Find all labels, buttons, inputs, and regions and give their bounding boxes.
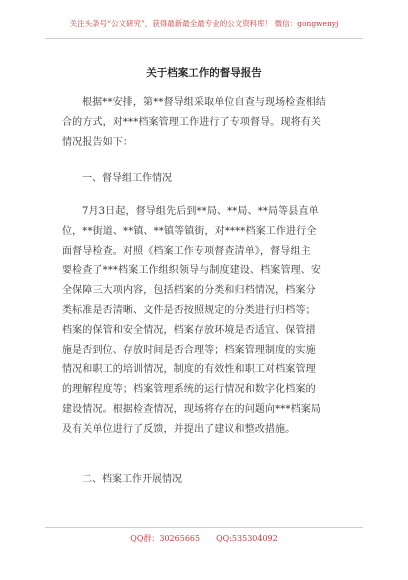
footer-divider xyxy=(45,527,363,528)
paragraph-line: 情况报告如下： xyxy=(62,136,134,148)
footer-qq-group: QQ群：30265665 xyxy=(130,534,201,543)
paragraph-line: 建设情况。根据检查情况，现场将存在的问题向***档案局 xyxy=(62,403,322,415)
footer-qq: QQ:535304092 xyxy=(216,534,278,543)
footer-contact xyxy=(0,533,408,544)
paragraph-line: 及有关单位进行了反馈，并提出了建议和整改措施。 xyxy=(62,423,296,435)
section-heading-2: 二、档案工作开展情况 xyxy=(82,474,182,485)
paragraph-line xyxy=(62,440,358,460)
document-title: 关于档案工作的督导报告 xyxy=(146,67,262,79)
paragraph-line: 的理解程度等；档案管理系统的运行情况和数字化档案的 xyxy=(62,384,316,396)
header-promo-note: 关注头条号“公文研究”，获得最新最全最专业的公文资料库！ 微信：gongwenyj xyxy=(69,19,339,28)
paragraph-line: 类标准是否清晰、文件是否按照规定的分类进行归档等； xyxy=(62,304,316,316)
paragraph-line: 档案的保管和安全情况，档案存放环境是否适宜、保管措 xyxy=(62,324,316,336)
paragraph-line: 全保障三大项内容，包括档案的分类和归档情况，档案分 xyxy=(62,285,316,297)
intro-paragraph xyxy=(62,93,358,152)
paragraph-line: 情况和职工的培训情况，制度的有效性和职工对档案管理 xyxy=(62,364,316,376)
paragraph-line: 根据**安排，第**督导组采取单位自查与现场检查相结 xyxy=(82,97,326,108)
header-divider xyxy=(45,38,363,39)
paragraph-line: 7月3日起，督导组先后到**局、**局、**局等县直单 xyxy=(82,206,319,217)
paragraph-line: 要检查了***档案工作组织领导与制度建设、档案管理、安 xyxy=(62,265,322,277)
section-1-paragraph xyxy=(62,202,358,459)
section-heading-1: 一、督导组工作情况 xyxy=(82,173,172,184)
paragraph-line: 施是否到位、存放时间是否合理等；档案管理制度的实施 xyxy=(62,344,316,356)
paragraph-line: 面督导检查。对照《档案工作专项督查清单》，督导组主 xyxy=(62,245,311,257)
paragraph-line: 合的方式，对***档案管理工作进行了专项督导。现将有关 xyxy=(62,116,322,128)
paragraph-line: 位，**街道、**镇、**镇等镇街，对****档案工作进行全 xyxy=(62,225,317,237)
